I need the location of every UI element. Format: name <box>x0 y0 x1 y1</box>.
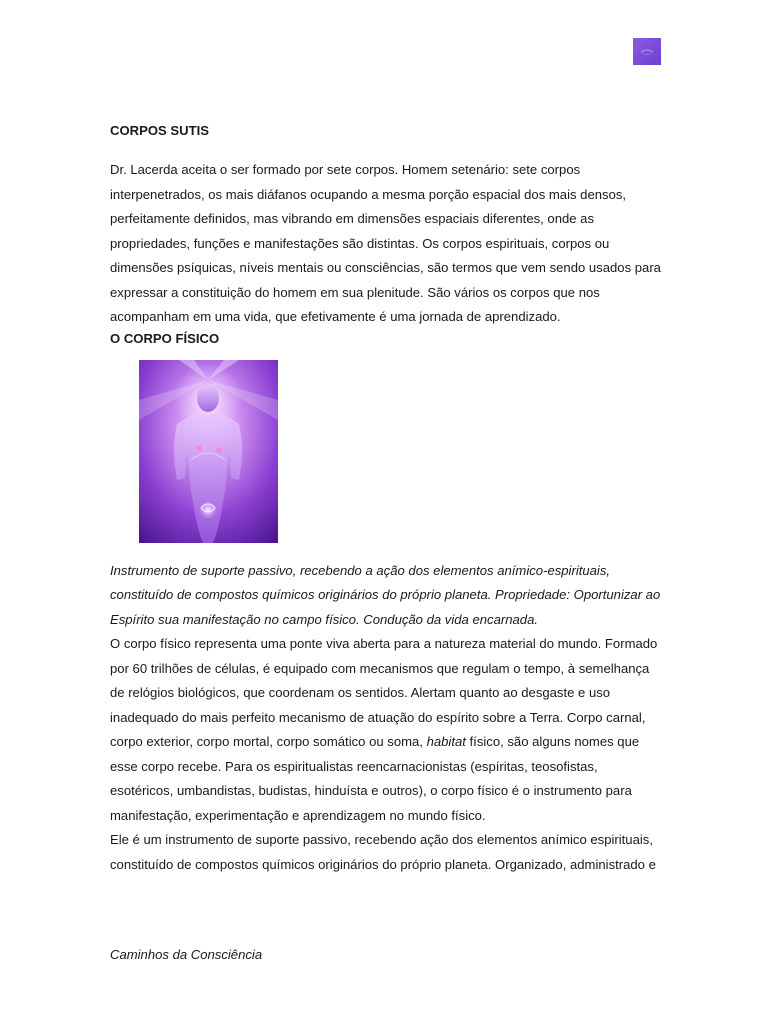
section-heading-corpos-sutis: CORPOS SUTIS <box>110 123 209 138</box>
intro-paragraph: Dr. Lacerda aceita o ser formado por sete corpos. Homem setenário: sete corpos interpenetrados, os mais diáfanos ocupando a mesma porção espacial dos mais densos, perfeitamente definidos, mas vibrando em dimensões espaciais diferentes, onde as propriedades, funções e manifestações são distintas. Os corpos espirituais, corpos ou dimensões psíquicas, níveis mentais ou consciências, são termos que vem sendo usados para expressar a constituição do homem em sua plenitude. São vários os corpos que nos acompanham em uma vida, que efetivamente é uma jornada de aprendizado. <box>110 162 661 324</box>
section-heading-corpo-fisico: O CORPO FÍSICO <box>110 330 220 346</box>
habitat-italic-word: habitat <box>426 734 466 749</box>
paragraph-text-before: O corpo físico representa uma ponte viva aberta para a natureza material do mundo. Formado por 60 trilhões de células, é equipado com mecanismos que regulam o tempo, à semelhança de relógios biológicos, que coordenam os sentidos. Alertam quanto ao desgaste e uso inadequado do mais perfeito mecanismo de atuação do espírito sobre a Terra. Corpo carnal, corpo exterior, corpo mortal, corpo somático ou soma, <box>110 636 658 749</box>
italic-description-paragraph: Instrumento de suporte passivo, recebendo a ação dos elementos anímico-espirituais, constituído de compostos químicos originários do próprio planeta. Propriedade: Oportunizar ao Espírito sua manifestação no campo físico. Condução da vida encarnada. <box>110 562 661 627</box>
corpo-fisico-paragraph <box>110 632 662 828</box>
paragraph-text-after: físico, são alguns nomes que esse corpo recebe. Para os espiritualistas reencarnacionistas (espíritas, teosofistas, esotéricos, umbandistas, budistas, hinduísta e outros), o corpo físico é o instrumento para manifestação, experimentação e aprendizagem no mundo físico. <box>110 734 640 823</box>
page-footer: Caminhos da Consciência <box>110 947 263 962</box>
glowing-human-body-image <box>139 360 278 543</box>
spiral-logo-icon <box>633 38 661 65</box>
document-body <box>110 122 662 877</box>
instrumento-paragraph: Ele é um instrumento de suporte passivo, recebendo ação dos elementos anímico espirituais, constituído de compostos químicos originários do próprio planeta. Organizado, administrado e <box>110 832 656 872</box>
